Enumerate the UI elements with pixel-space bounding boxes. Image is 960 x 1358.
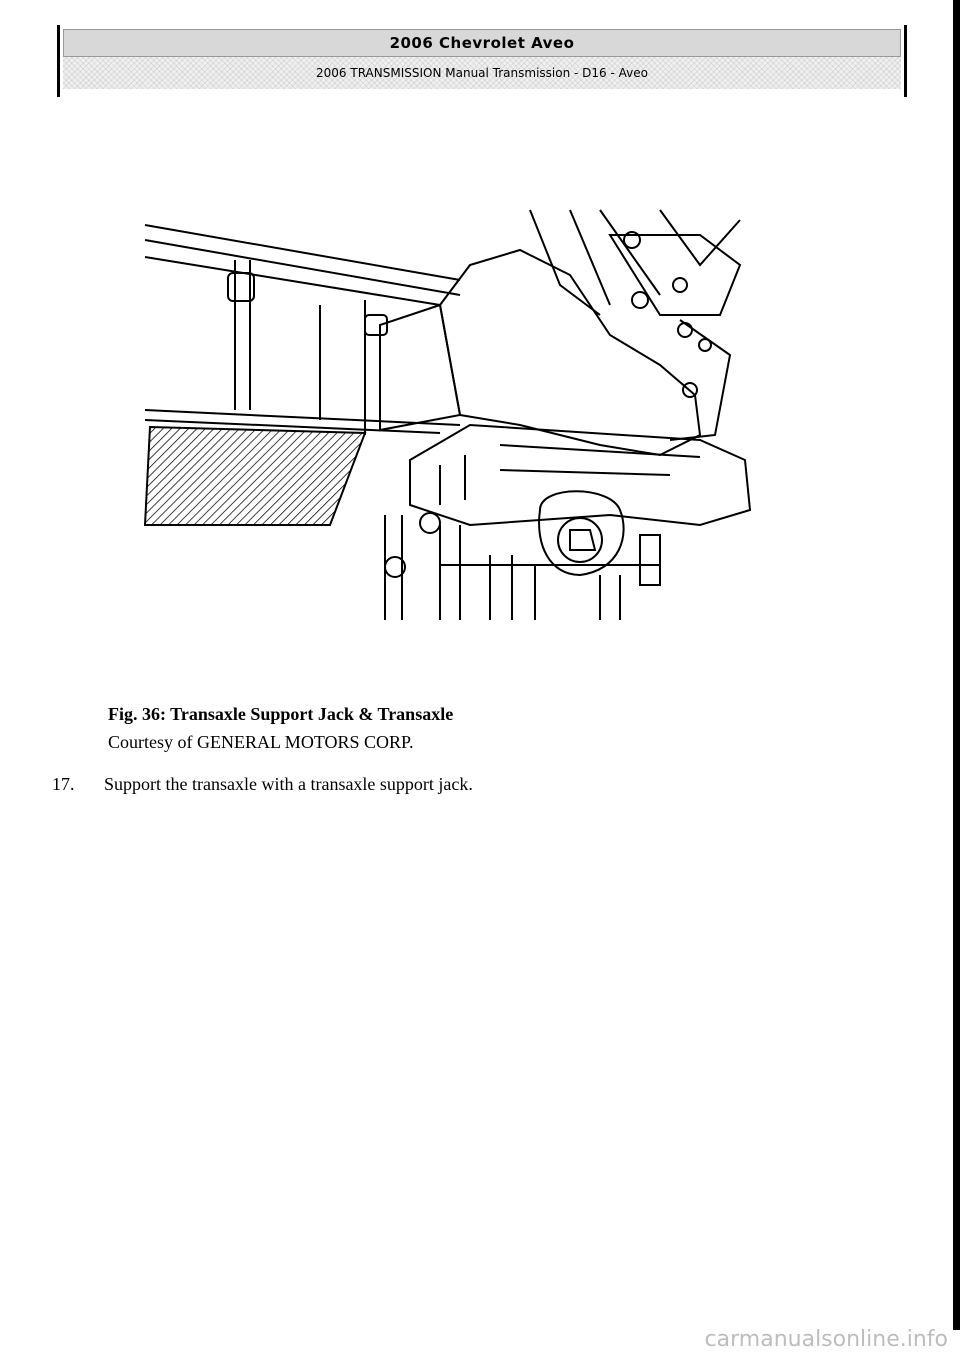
figure-caption <box>108 700 708 756</box>
step-number: 17. <box>52 774 75 794</box>
transaxle-illustration <box>140 205 755 625</box>
vehicle-title: 2006 Chevrolet Aveo <box>63 29 901 57</box>
step-text: Support the transaxle with a transaxle support jack. <box>104 774 473 794</box>
caption-title: Fig. 36: Transaxle Support Jack & Transaxle <box>108 704 454 724</box>
watermark-text: carmanualsonline.info <box>704 1327 948 1352</box>
procedure-step <box>52 770 852 798</box>
page-edge-rule <box>953 0 960 1330</box>
document-header <box>57 25 907 97</box>
caption-credit: Courtesy of GENERAL MOTORS CORP. <box>108 732 414 752</box>
section-subtitle: 2006 TRANSMISSION Manual Transmission - D16 - Aveo <box>63 57 901 89</box>
